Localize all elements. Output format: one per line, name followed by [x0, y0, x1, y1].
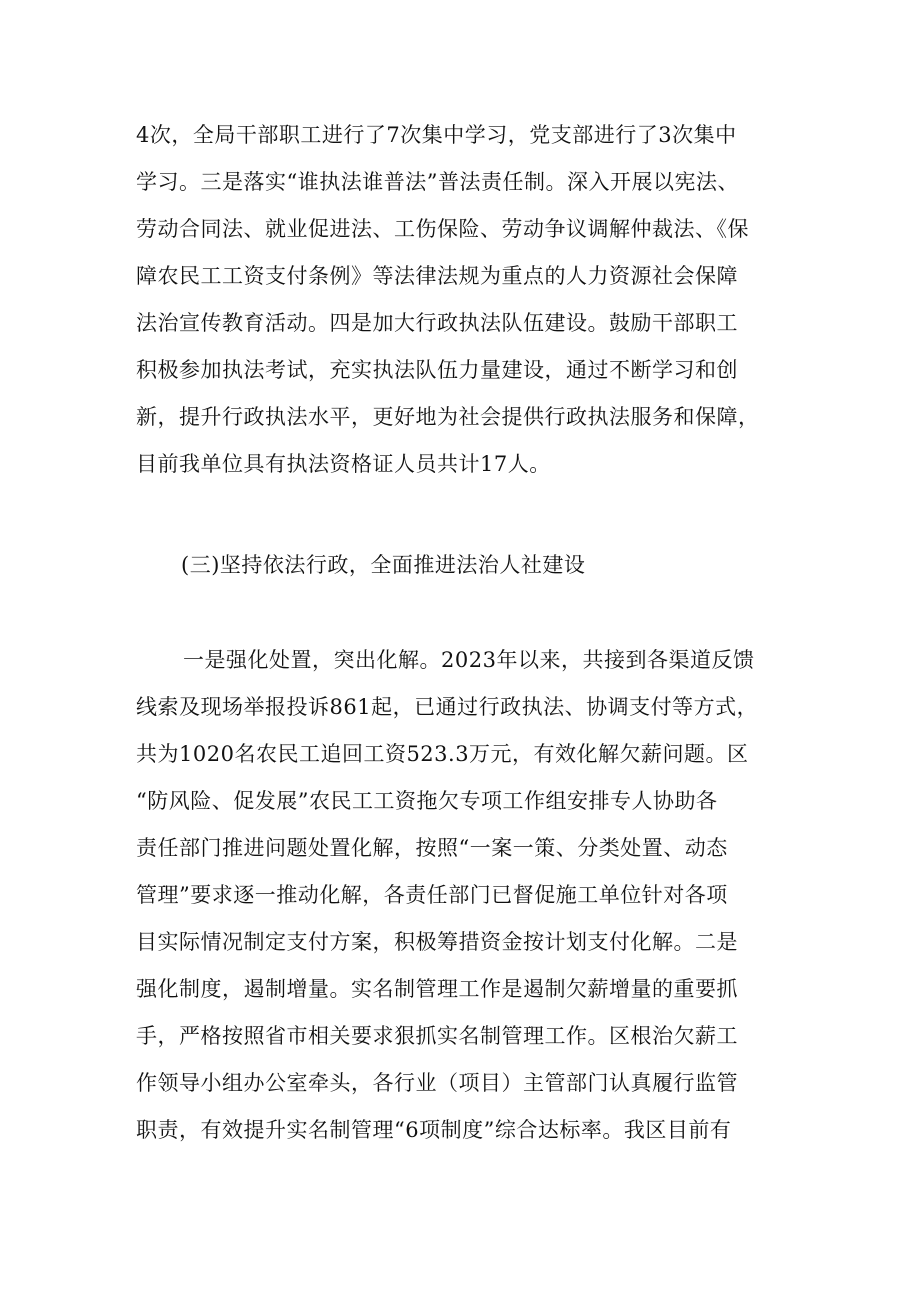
section-heading: (三)坚持依法行政，全面推进法治人社建设: [181, 553, 586, 577]
paragraph-line: 一是强化处置，突出化解。2023年以来，共接到各渠道反馈: [183, 648, 755, 672]
paragraph-line: 共为1020名农民工追回工资523.3万元，有效化解欠薪问题。区: [136, 742, 749, 766]
paragraph-line: 学习。三是落实“谁执法谁普法”普法责任制。深入开展以宪法、: [136, 170, 739, 194]
paragraph-line: 4次，全局干部职工进行了7次集中学习，党支部进行了3次集中: [136, 123, 737, 147]
paragraph-line: 管理”要求逐一推动化解，各责任部门已督促施工单位针对各项: [136, 883, 728, 907]
paragraph-line: 目实际情况制定支付方案，积极筹措资金按计划支付化解。二是: [136, 930, 738, 954]
paragraph-line: 障农民工工资支付条例》等法律法规为重点的人力资源社会保障: [136, 264, 738, 288]
paragraph-line: 新，提升行政执法水平，更好地为社会提供行政执法服务和保障，: [136, 405, 760, 429]
paragraph-line: 线索及现场举报投诉861起，已通过行政执法、协调支付等方式，: [136, 695, 759, 719]
paragraph-line: 劳动合同法、就业促进法、工伤保险、劳动争议调解仲裁法、《保: [136, 217, 749, 241]
paragraph-line: 目前我单位具有执法资格证人员共计17人。: [136, 452, 551, 476]
paragraph-line: 强化制度，遏制增量。实名制管理工作是遏制欠薪增量的重要抓: [136, 977, 738, 1001]
paragraph-line: 手，严格按照省市相关要求狠抓实名制管理工作。区根治欠薪工: [136, 1024, 738, 1048]
paragraph-line: 法治宣传教育活动。四是加大行政执法队伍建设。鼓励干部职工: [136, 311, 738, 335]
paragraph-line: 作领导小组办公室牵头，各行业（项目）主管部门认真履行监管: [136, 1071, 738, 1095]
paragraph-line: 积极参加执法考试，充实执法队伍力量建设，通过不断学习和创: [136, 358, 738, 382]
paragraph-line: “防风险、促发展”农民工工资拖欠专项工作组安排专人协助各: [136, 789, 718, 813]
paragraph-line: 责任部门推进问题处置化解，按照“一案一策、分类处置、动态: [136, 836, 728, 860]
paragraph-line: 职责，有效提升实名制管理“6项制度”综合达标率。我区目前有: [136, 1118, 732, 1142]
